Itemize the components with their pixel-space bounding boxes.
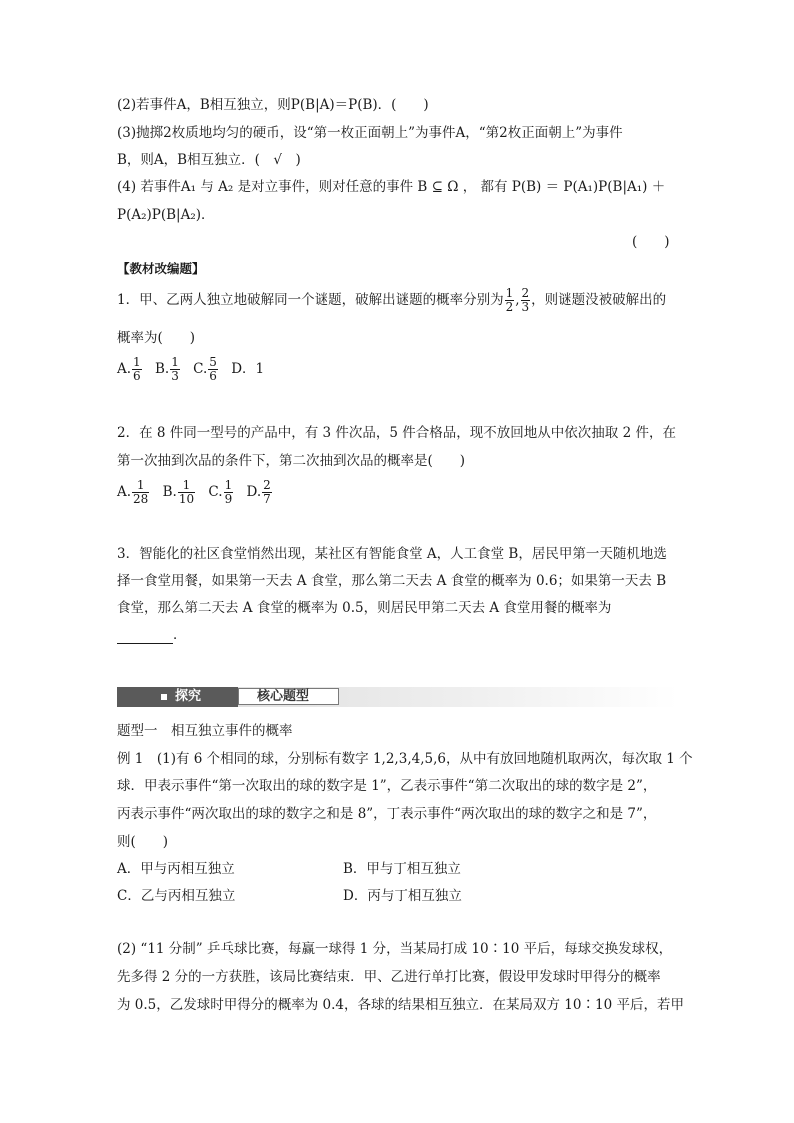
textbook-tag: 【教材改编题】 xyxy=(117,261,205,276)
problem-2-line1: 2．在 8 件同一型号的产品中，有 3 件次品，5 件合格品，现不放回地从中依次抽取 2 件，在 xyxy=(117,425,676,441)
judge-item-4-paren: ( ) xyxy=(632,234,670,250)
example-1-line4: 则( ) xyxy=(117,834,169,850)
section-banner xyxy=(117,687,678,707)
example-1-line2: 球．甲表示事件“第一次取出的球的数字是 1”，乙表示事件“第二次取出的球的数字是 2”， xyxy=(117,778,657,794)
section-label-explore: 探究 xyxy=(175,689,202,704)
choice-a: A．甲与丙相互独立 xyxy=(117,861,235,877)
problem-2-line2: 第一次抽到次品的条件下，第二次抽到次品的概率是( ) xyxy=(117,453,466,469)
problem-1-line1: 1．甲、乙两人独立地破解同一个谜题，破解出谜题的概率分别为 $\frac{1}{2}$ , $\frac{2}{3}$ ，则谜题没被破解出的 xyxy=(117,286,667,314)
fraction: $\frac{1}{2}$ xyxy=(505,286,514,314)
problem-1-text-post: ，则谜题没被破解出的 xyxy=(531,292,667,308)
option-c: C. $\frac{1}{9}$ xyxy=(208,478,233,506)
choice-b: B．甲与丁相互独立 xyxy=(343,861,461,877)
judge-item-2: (2)若事件A，B相互独立，则P(B|A)＝P(B)．( ) xyxy=(117,97,429,113)
choice-d: D．丙与丁相互独立 xyxy=(343,888,462,904)
choice-c: C．乙与丙相互独立 xyxy=(117,888,236,904)
option-b: B. $\frac{1}{10}$ xyxy=(162,478,195,506)
example-1-q2-line3: 为 0.5，乙发球时甲得分的概率为 0.4，各球的结果相互独立．在某局双方 10∶10 平后，若甲 xyxy=(117,997,684,1013)
judge-item-3-line2: B，则A，B相互独立．( √ ) xyxy=(117,152,301,168)
option-c: C. $\frac{5}{6}$ xyxy=(193,355,217,383)
option-a: A. $\frac{1}{28}$ xyxy=(117,478,149,506)
square-bullet-icon xyxy=(161,694,167,700)
question-type-title: 题型一 相互独立事件的概率 xyxy=(117,723,293,739)
section-label-core-types: 核心题型 xyxy=(257,689,310,704)
problem-1-line2: 概率为( ) xyxy=(117,330,196,346)
example-1-line1: 例 1 (1)有 6 个相同的球，分别标有数字 1,2,3,4,5,6，从中有放回地随机取两次，每次取 1 个 xyxy=(117,751,693,767)
problem-3-answer-line: ． xyxy=(117,626,187,644)
problem-3-line3: 食堂，那么第二天去 A 食堂的概率为 0.5，则居民甲第二天去 A 食堂用餐的概率为 xyxy=(117,600,612,616)
example-1-q2-line1: (2) “11 分制” 乒乓球比赛，每赢一球得 1 分，当某局打成 10∶10 平后，每球交换发球权， xyxy=(117,941,673,957)
judge-item-3-line1: (3)抛掷2枚质地均匀的硬币，设“第一枚正面朝上”为事件A，“第2枚正面朝上”为事件 xyxy=(117,125,623,141)
example-1-line3: 丙表示事件“两次取出的球的数字之和是 8”，丁表示事件“两次取出的球的数字之和是 7”， xyxy=(117,806,657,822)
answer-blank[interactable] xyxy=(117,629,173,644)
fraction: $\frac{2}{3}$ xyxy=(521,286,530,314)
problem-1-options xyxy=(117,356,272,383)
problem-3-line1: 3．智能化的社区食堂悄然出现，某社区有智能食堂 A，人工食堂 B，居民甲第一天随机地选 xyxy=(117,546,667,562)
judge-item-4-line1: (4) 若事件A₁ 与 A₂ 是对立事件，则对任意的事件 B ⊆ Ω ， 都有 P(B) ＝ P(A₁)P(B|A₁) ＋ xyxy=(117,179,666,195)
option-d: D．1 xyxy=(231,361,265,377)
option-d: D. $\frac{2}{7}$ xyxy=(246,478,271,506)
problem-2-options xyxy=(117,479,281,506)
problem-1-text-pre: 1．甲、乙两人独立地破解同一个谜题，破解出谜题的概率分别为 xyxy=(117,292,504,308)
option-b: B. $\frac{1}{3}$ xyxy=(154,355,179,383)
example-1-q2-line2: 先多得 2 分的一方获胜，该局比赛结束．甲、乙进行单打比赛，假设甲发球时甲得分的概率 xyxy=(117,969,661,985)
problem-3-line2: 择一食堂用餐，如果第一天去 A 食堂，那么第二天去 A 食堂的概率为 0.6；如果第一天去 B xyxy=(117,573,667,589)
judge-item-4-line2: P(A₂)P(B|A₂)． xyxy=(117,207,215,223)
option-a: A. $\frac{1}{6}$ xyxy=(117,355,141,383)
